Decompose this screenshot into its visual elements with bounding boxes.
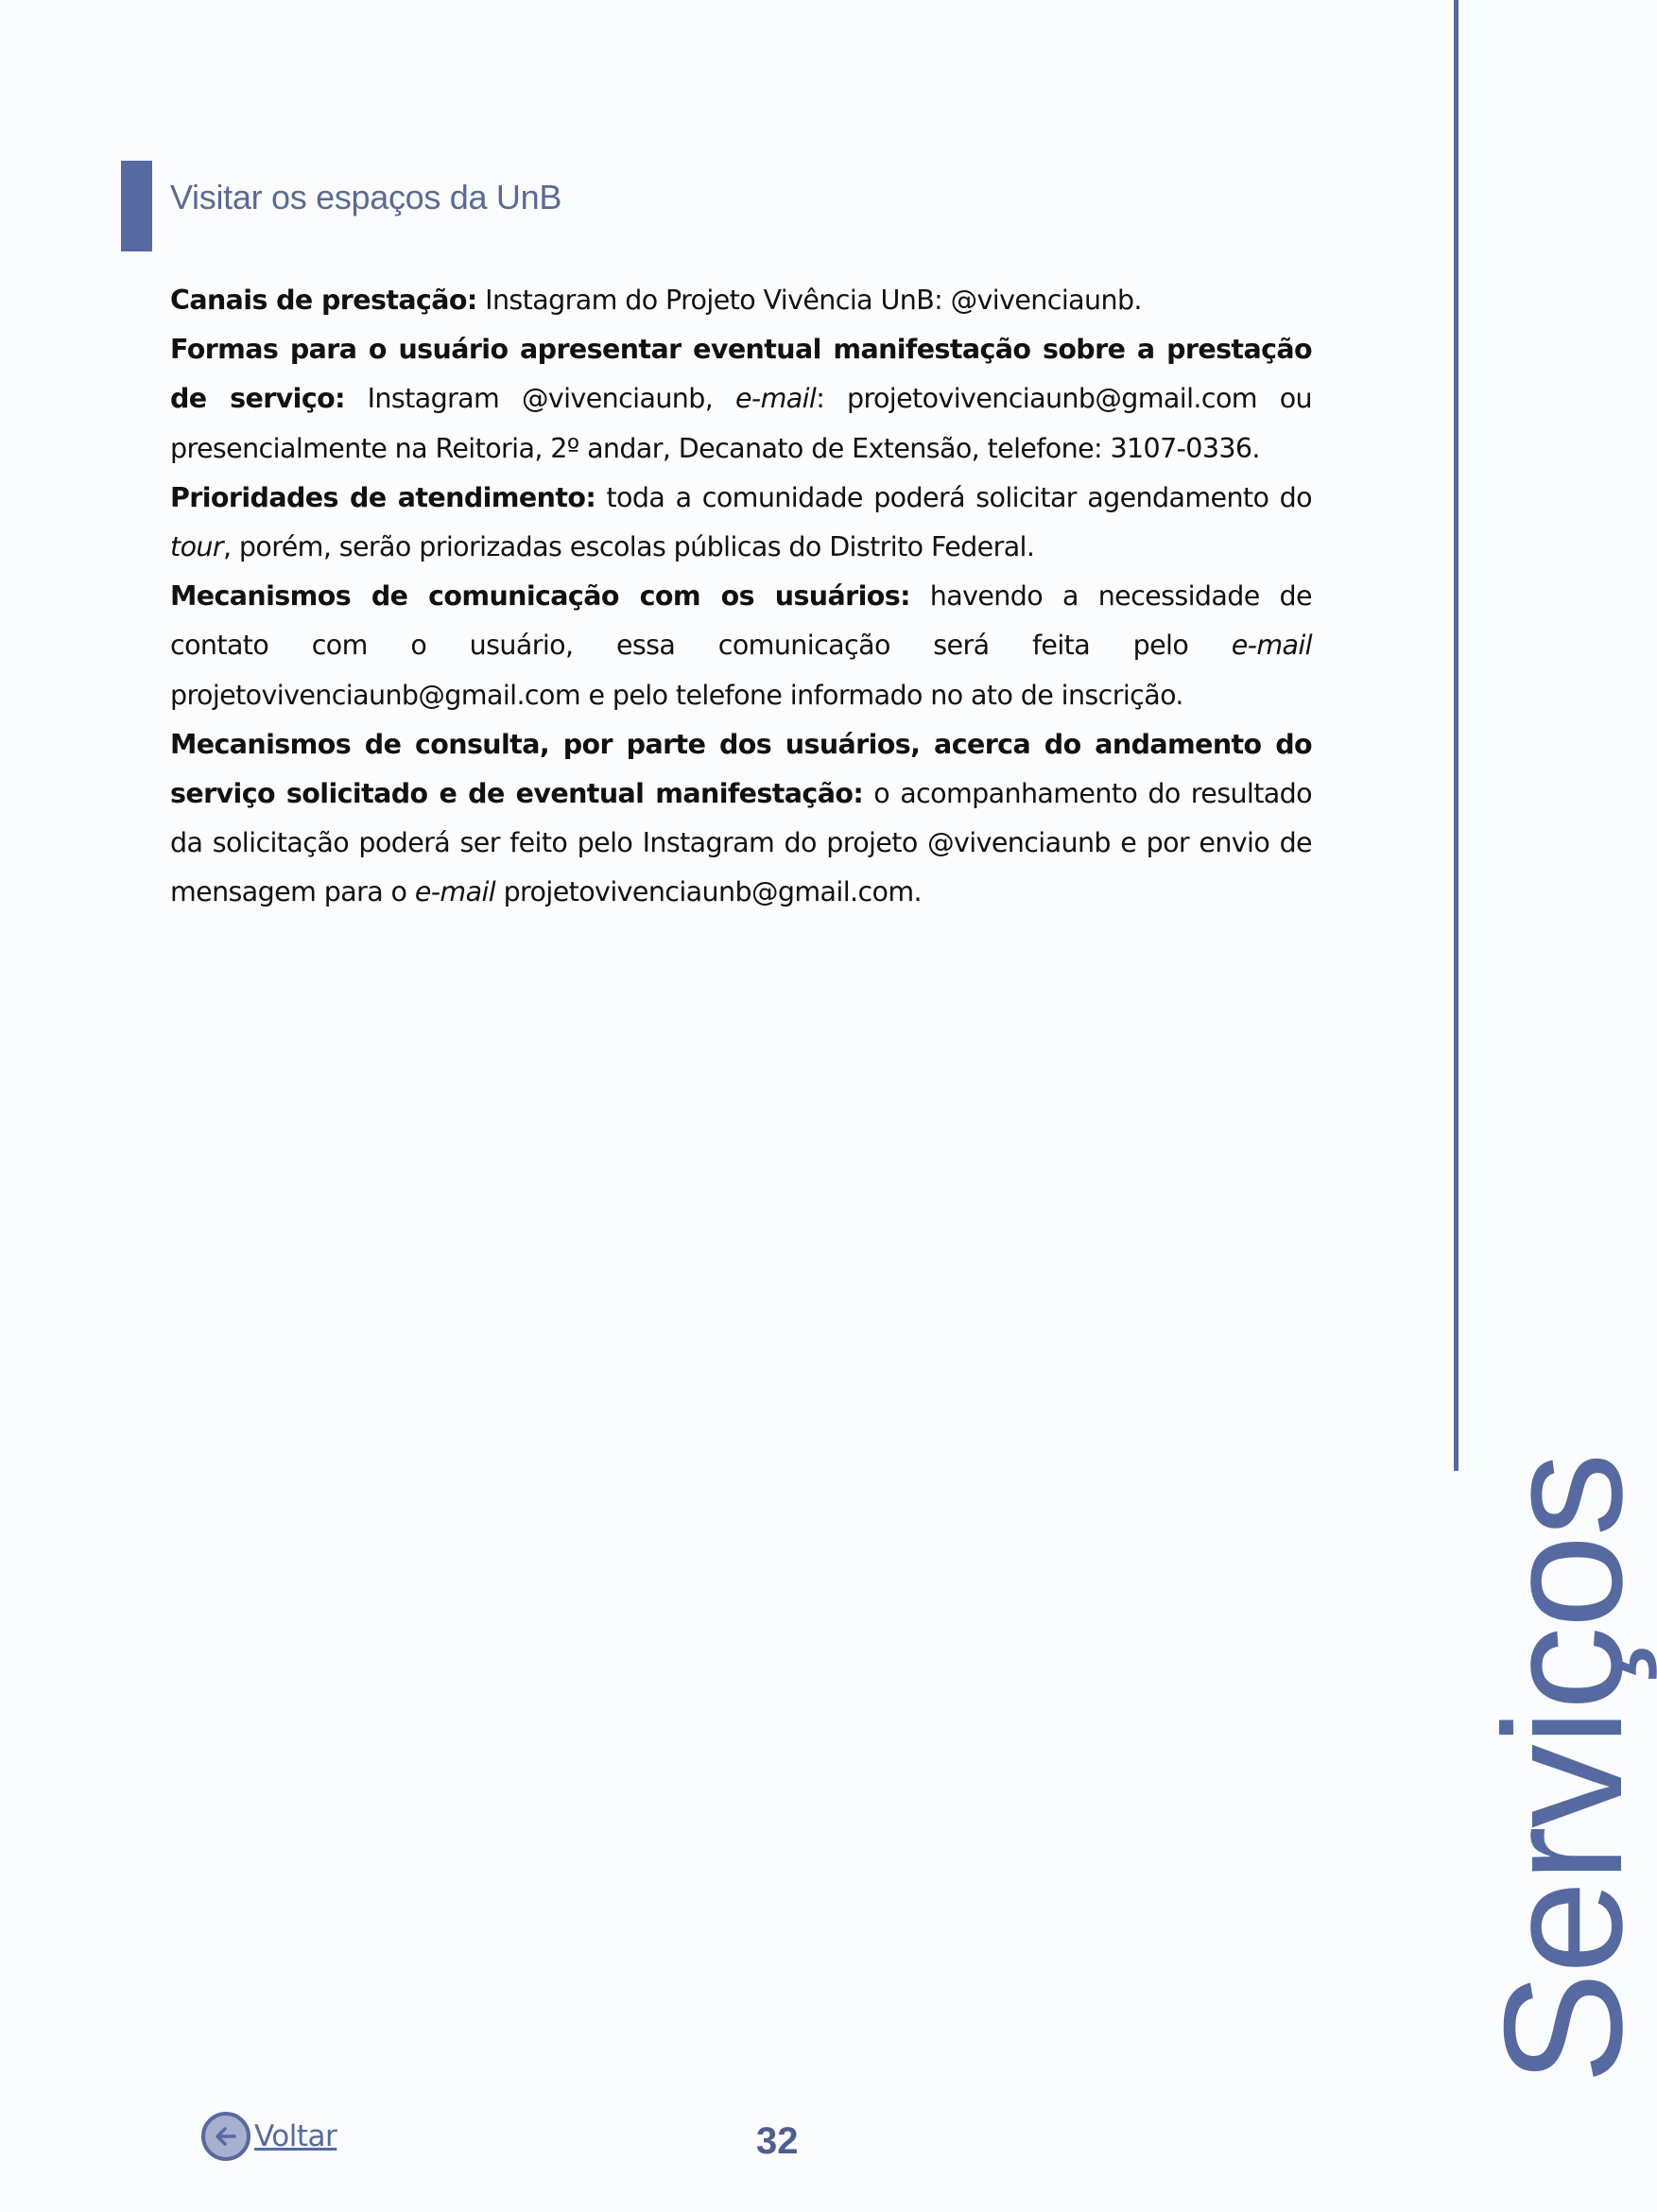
paragraph-communication	[170, 572, 1312, 720]
paragraph-label: Canais de prestação:	[170, 285, 477, 316]
side-divider-line	[1454, 0, 1459, 1471]
paragraph-text: toda a comunidade poderá solicitar agendamento do	[595, 481, 1313, 513]
paragraph-text: havendo a necessidade de contato com o usuário, essa comunicação será feita pelo	[170, 580, 1312, 662]
back-link[interactable]	[201, 2112, 337, 2161]
side-section-title: Serviços	[1469, 1454, 1657, 2084]
section-title: Visitar os espaços da UnB	[170, 178, 562, 216]
paragraph-text: Instagram @vivenciaunb,	[344, 383, 735, 415]
page-number: 32	[756, 2120, 799, 2162]
paragraph-text: projetovivenciaunb@gmail.com e pelo telefone informado no ato de inscrição.	[170, 679, 1183, 711]
paragraph-label: Formas para o usuário apresentar eventual manifestação sobre a prestação de serviço:	[170, 334, 1312, 415]
paragraph-priorities	[170, 474, 1312, 572]
paragraph-label: Mecanismos de consulta, por parte dos usuários, acerca do andamento do serviço solicitado e de eventual manifestação:	[170, 728, 1312, 810]
paragraph-emphasis: e-mail	[734, 383, 817, 415]
paragraph-feedback	[170, 325, 1312, 474]
paragraph-label: Mecanismos de comunicação com os usuários:	[170, 580, 910, 613]
back-link-label: Voltar	[254, 2119, 337, 2153]
paragraph-emphasis: e-mail	[414, 876, 496, 908]
section-accent-bar	[121, 161, 152, 251]
paragraph-text: : projetovivenciaunb@gmail.com ou presencialmente na Reitoria, 2º andar, Decanato de Extensão, telefone: 3107-0336.	[170, 383, 1312, 464]
paragraph-text: Instagram do Projeto Vivência UnB: @vivenciaunb.	[476, 285, 1142, 316]
paragraph-text: projetovivenciaunb@gmail.com.	[495, 876, 923, 908]
paragraph-channels	[170, 276, 1312, 325]
paragraph-emphasis: e-mail	[1231, 630, 1312, 662]
paragraph-label: Prioridades de atendimento:	[170, 481, 596, 513]
arrow-left-circle-icon	[201, 2112, 250, 2161]
paragraph-text: , porém, serão priorizadas escolas públicas do Distrito Federal.	[223, 531, 1035, 563]
content-body	[170, 276, 1312, 918]
paragraph-emphasis: tour	[170, 531, 223, 563]
paragraph-consultation	[170, 720, 1312, 918]
paragraph-text: o acompanhamento do resultado da solicitação poderá ser feito pelo Instagram do projeto @vivenciaunb e por envio de mensagem para o	[170, 778, 1312, 908]
